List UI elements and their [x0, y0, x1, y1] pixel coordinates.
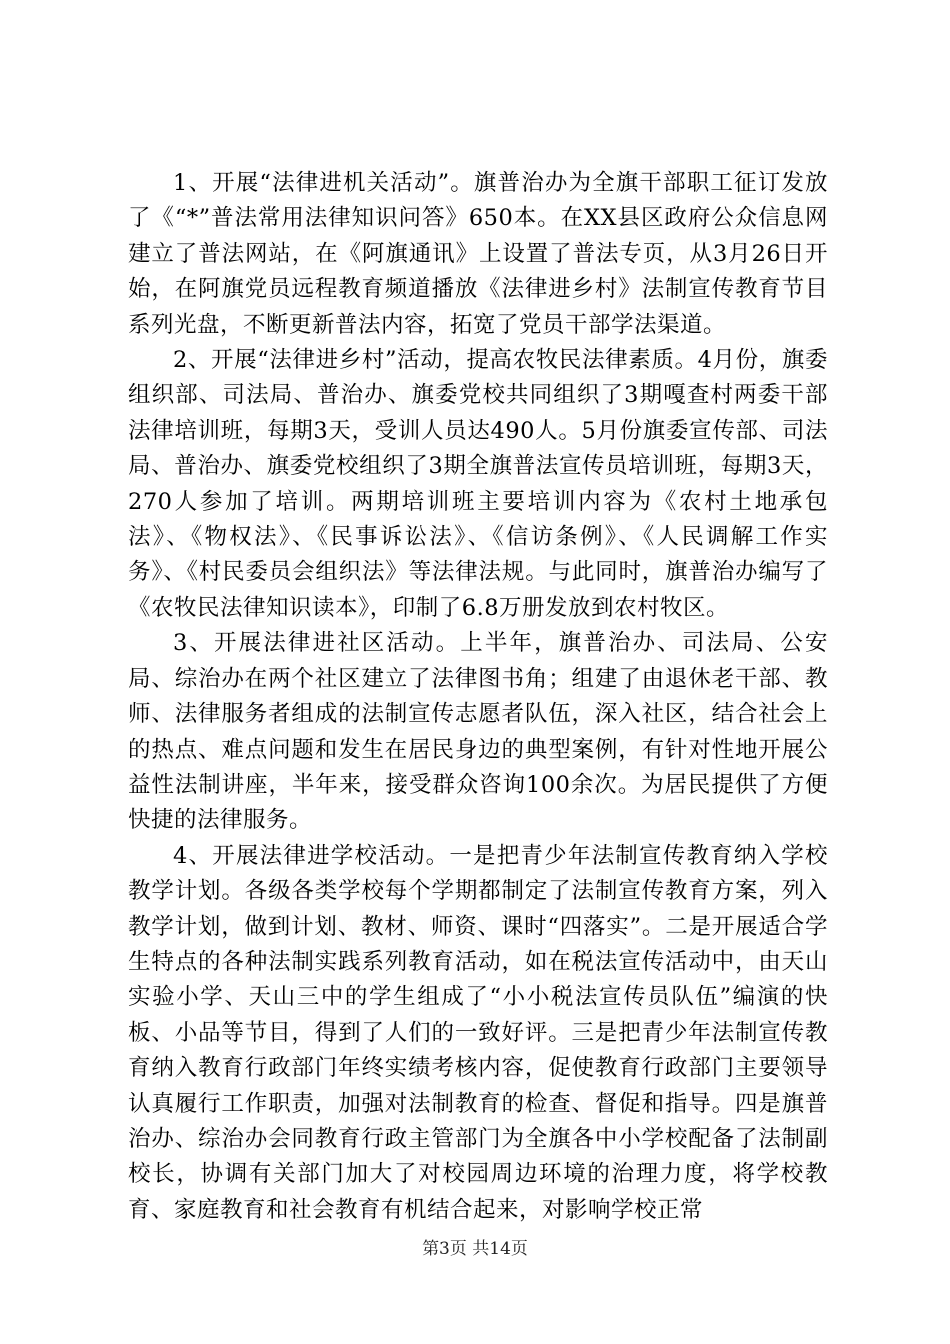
paragraph-1: 1、开展“法律进机关活动”。旗普治办为全旗干部职工征订发放了《“*”普法常用法律知识问答》650本。在XX县区政府公众信息网建立了普法网站，在《阿旗通讯》上设置了普法专页，从3月26日开始，在阿旗党员远程教育频道播放《法律进乡村》法制宣传教育节目系列光盘，不断更新普法内容，拓宽了党员干部学法渠道。	[128, 170, 828, 338]
paragraph-4: 4、开展法律进学校活动。一是把青少年法制宣传教育纳入学校教学计划。各级各类学校每个学期都制定了法制宣传教育方案，列入教学计划，做到计划、教材、师资、课时“四落实”。二是开展适合学生特点的各种法制实践系列教育活动，如在税法宣传活动中，由天山实验小学、天山三中的学生组成了“小小税法宣传员队伍”编演的快板、小品等节目，得到了人们的一致好评。三是把青少年法制宣传教育纳入教育行政部门年终实绩考核内容，促使教育行政部门主要领导认真履行工作职责，加强对法制教育的检查、督促和指导。四是旗普治办、综治办会同教育行政主管部门为全旗各中小学校配备了法制副校长，协调有关部门加大了对校园周边环境的治理力度，将学校教育、家庭教育和社会教育有机结合起来，对影响学校正常	[128, 842, 828, 1223]
page-footer: 第3页 共14页	[422, 1239, 528, 1259]
paragraph-3: 3、开展法律进社区活动。上半年，旗普治办、司法局、公安局、综治办在两个社区建立了法律图书角；组建了由退休老干部、教师、法律服务者组成的法制宣传志愿者队伍，深入社区，结合社会上的热点、难点问题和发生在居民身边的典型案例，有针对性地开展公益性法制讲座，半年来，接受群众咨询100余次。为居民提供了方便快捷的法律服务。	[128, 630, 828, 834]
document-body	[128, 166, 828, 1228]
paragraph-2: 2、开展“法律进乡村”活动，提高农牧民法律素质。4月份，旗委组织部、司法局、普治办、旗委党校共同组织了3期嘎查村两委干部法律培训班，每期3天，受训人员达490人。5月份旗委宣传部、司法局、普治办、旗委党校组织了3期全旗普法宣传员培训班，每期3天，270人参加了培训。两期培训班主要培训内容为《农村土地承包法》、《物权法》、《民事诉讼法》、《信访条例》、《人民调解工作实务》、《村民委员会组织法》等法律法规。与此同时，旗普治办编写了《农牧民法律知识读本》，印制了6.8万册发放到农村牧区。	[128, 347, 828, 621]
